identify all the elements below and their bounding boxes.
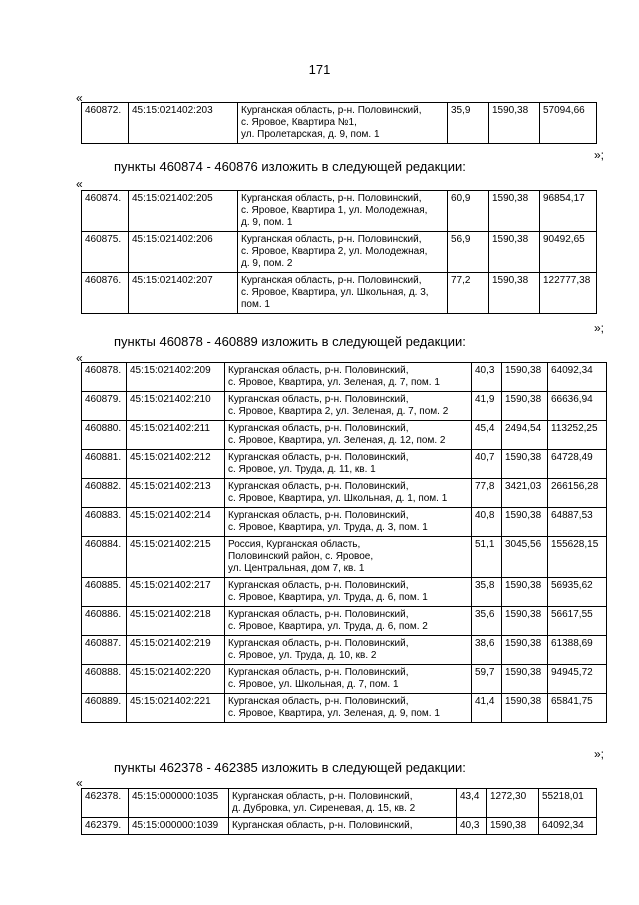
address-cell: Курганская область, р-н. Половинский, с. Яровое, Квартира №1, ул. Пролетарская, д. 9, пом. 1 [238, 103, 448, 144]
total-value-cell: 61388,69 [548, 636, 607, 665]
area-cell: 51,1 [472, 537, 502, 578]
total-value-cell: 57094,66 [540, 103, 597, 144]
total-value-cell: 64092,34 [539, 818, 597, 835]
address-cell: Курганская область, р-н. Половинский, с. Яровое, Квартира, ул. Труда, д. 6, пом. 2 [225, 607, 472, 636]
area-cell: 40,7 [472, 450, 502, 479]
section-table-3 [81, 788, 597, 835]
row-number-cell: 460888. [82, 665, 127, 694]
rate-cell: 1590,38 [502, 636, 548, 665]
table-row [82, 789, 597, 818]
area-cell: 77,8 [472, 479, 502, 508]
total-value-cell: 113252,25 [548, 421, 607, 450]
cadastral-number-cell: 45:15:021402:218 [127, 607, 225, 636]
rate-cell: 1590,38 [502, 665, 548, 694]
cadastral-number-cell: 45:15:021402:203 [129, 103, 238, 144]
table-row [82, 479, 607, 508]
table-row [82, 665, 607, 694]
row-number-cell: 460886. [82, 607, 127, 636]
quote-close: »; [594, 321, 605, 335]
row-number-cell: 460881. [82, 450, 127, 479]
table-row [82, 450, 607, 479]
area-cell: 35,8 [472, 578, 502, 607]
cadastral-number-cell: 45:15:021402:221 [127, 694, 225, 723]
area-cell: 45,4 [472, 421, 502, 450]
cadastral-number-cell: 45:15:021402:209 [127, 363, 225, 392]
address-cell: Курганская область, р-н. Половинский, с. Яровое, Квартира, ул. Зеленая, д. 12, пом. 2 [225, 421, 472, 450]
area-cell: 40,8 [472, 508, 502, 537]
row-number-cell: 460878. [82, 363, 127, 392]
address-cell: Курганская область, р-н. Половинский, с. Яровое, Квартира, ул. Школьная, д. 1, пом. 1 [225, 479, 472, 508]
total-value-cell: 96854,17 [540, 191, 597, 232]
quote-open: « [76, 351, 83, 365]
row-number-cell: 460875. [82, 232, 129, 273]
table-row [82, 273, 597, 314]
quote-open: « [76, 177, 83, 191]
row-number-cell: 460874. [82, 191, 129, 232]
cadastral-number-cell: 45:15:021402:205 [129, 191, 238, 232]
rate-cell: 1590,38 [502, 392, 548, 421]
address-cell: Курганская область, р-н. Половинский, с. Яровое, Квартира, ул. Труда, д. 3, пом. 1 [225, 508, 472, 537]
cadastral-number-cell: 45:15:021402:215 [127, 537, 225, 578]
cadastral-number-cell: 45:15:021402:211 [127, 421, 225, 450]
row-number-cell: 460885. [82, 578, 127, 607]
section-table-0 [81, 102, 597, 144]
total-value-cell: 266156,28 [548, 479, 607, 508]
area-cell: 60,9 [448, 191, 489, 232]
total-value-cell: 64092,34 [548, 363, 607, 392]
address-cell: Курганская область, р-н. Половинский, с. Яровое, Квартира, ул. Зеленая, д. 9, пом. 1 [225, 694, 472, 723]
cadastral-number-cell: 45:15:021402:213 [127, 479, 225, 508]
row-number-cell: 460880. [82, 421, 127, 450]
table-row [82, 636, 607, 665]
address-cell: Россия, Курганская область, Половинский район, с. Яровое, ул. Центральная, дом 7, кв. 1 [225, 537, 472, 578]
cadastral-number-cell: 45:15:021402:217 [127, 578, 225, 607]
total-value-cell: 55218,01 [539, 789, 597, 818]
total-value-cell: 90492,65 [540, 232, 597, 273]
table-row [82, 191, 597, 232]
area-cell: 40,3 [457, 818, 487, 835]
rate-cell: 1590,38 [489, 103, 540, 144]
total-value-cell: 66636,94 [548, 392, 607, 421]
rate-cell: 1590,38 [487, 818, 539, 835]
table-row [82, 508, 607, 537]
rate-cell: 1590,38 [502, 450, 548, 479]
table-row [82, 578, 607, 607]
address-cell: Курганская область, р-н. Половинский, с. Яровое, Квартира 2, ул. Молодежная, д. 9, пом. 2 [238, 232, 448, 273]
table-row [82, 537, 607, 578]
row-number-cell: 460889. [82, 694, 127, 723]
table-row [82, 421, 607, 450]
area-cell: 77,2 [448, 273, 489, 314]
row-number-cell: 462378. [82, 789, 129, 818]
area-cell: 35,6 [472, 607, 502, 636]
section-table-1 [81, 190, 597, 314]
area-cell: 41,4 [472, 694, 502, 723]
rate-cell: 1590,38 [502, 694, 548, 723]
rate-cell: 1590,38 [489, 191, 540, 232]
cadastral-number-cell: 45:15:021402:220 [127, 665, 225, 694]
cadastral-number-cell: 45:15:000000:1035 [129, 789, 229, 818]
cadastral-number-cell: 45:15:021402:210 [127, 392, 225, 421]
row-number-cell: 460872. [82, 103, 129, 144]
area-cell: 41,9 [472, 392, 502, 421]
cadastral-number-cell: 45:15:021402:206 [129, 232, 238, 273]
table-row [82, 232, 597, 273]
rate-cell: 3421,03 [502, 479, 548, 508]
area-cell: 38,6 [472, 636, 502, 665]
quote-open: « [76, 91, 83, 105]
section-table-2 [81, 362, 607, 723]
rate-cell: 1590,38 [489, 273, 540, 314]
section-instruction: пункты 462378 - 462385 изложить в следующей редакции: [114, 760, 466, 775]
total-value-cell: 56935,62 [548, 578, 607, 607]
address-cell: Курганская область, р-н. Половинский, с. Яровое, Квартира, ул. Зеленая, д. 7, пом. 1 [225, 363, 472, 392]
table-row [82, 103, 597, 144]
rate-cell: 3045,56 [502, 537, 548, 578]
address-cell: Курганская область, р-н. Половинский, с. Яровое, ул. Труда, д. 11, кв. 1 [225, 450, 472, 479]
total-value-cell: 64728,49 [548, 450, 607, 479]
cadastral-number-cell: 45:15:021402:219 [127, 636, 225, 665]
address-cell: Курганская область, р-н. Половинский, с. Яровое, Квартира 2, ул. Зеленая, д. 7, пом. 2 [225, 392, 472, 421]
page-number: 171 [308, 62, 331, 77]
section-instruction: пункты 460874 - 460876 изложить в следующей редакции: [114, 159, 466, 174]
rate-cell: 1590,38 [502, 578, 548, 607]
area-cell: 40,3 [472, 363, 502, 392]
row-number-cell: 460879. [82, 392, 127, 421]
total-value-cell: 56617,55 [548, 607, 607, 636]
cadastral-number-cell: 45:15:021402:207 [129, 273, 238, 314]
quote-close: »; [594, 747, 605, 761]
table-row [82, 392, 607, 421]
rate-cell: 1272,30 [487, 789, 539, 818]
table-row [82, 363, 607, 392]
cadastral-number-cell: 45:15:021402:212 [127, 450, 225, 479]
address-cell: Курганская область, р-н. Половинский, с. Яровое, ул. Школьная, д. 7, пом. 1 [225, 665, 472, 694]
row-number-cell: 460882. [82, 479, 127, 508]
rate-cell: 2494,54 [502, 421, 548, 450]
total-value-cell: 64887,53 [548, 508, 607, 537]
section-instruction: пункты 460878 - 460889 изложить в следующей редакции: [114, 334, 466, 349]
address-cell: Курганская область, р-н. Половинский, с. Яровое, Квартира, ул. Труда, д. 6, пом. 1 [225, 578, 472, 607]
table-row [82, 694, 607, 723]
rate-cell: 1590,38 [489, 232, 540, 273]
total-value-cell: 65841,75 [548, 694, 607, 723]
row-number-cell: 460887. [82, 636, 127, 665]
total-value-cell: 94945,72 [548, 665, 607, 694]
rate-cell: 1590,38 [502, 508, 548, 537]
total-value-cell: 122777,38 [540, 273, 597, 314]
row-number-cell: 460884. [82, 537, 127, 578]
row-number-cell: 460883. [82, 508, 127, 537]
address-cell: Курганская область, р-н. Половинский, с. Яровое, Квартира, ул. Школьная, д. 3, пом. 1 [238, 273, 448, 314]
rate-cell: 1590,38 [502, 363, 548, 392]
table-row [82, 818, 597, 835]
address-cell: Курганская область, р-н. Половинский, с. Яровое, ул. Труда, д. 10, кв. 2 [225, 636, 472, 665]
quote-open: « [76, 776, 83, 790]
address-cell: Курганская область, р-н. Половинский, с. Яровое, Квартира 1, ул. Молодежная, д. 9, пом. 1 [238, 191, 448, 232]
row-number-cell: 460876. [82, 273, 129, 314]
cadastral-number-cell: 45:15:021402:214 [127, 508, 225, 537]
address-cell: Курганская область, р-н. Половинский, [229, 818, 457, 835]
total-value-cell: 155628,15 [548, 537, 607, 578]
row-number-cell: 462379. [82, 818, 129, 835]
area-cell: 35,9 [448, 103, 489, 144]
cadastral-number-cell: 45:15:000000:1039 [129, 818, 229, 835]
address-cell: Курганская область, р-н. Половинский, д. Дубровка, ул. Сиреневая, д. 15, кв. 2 [229, 789, 457, 818]
area-cell: 43,4 [457, 789, 487, 818]
table-row [82, 607, 607, 636]
rate-cell: 1590,38 [502, 607, 548, 636]
area-cell: 56,9 [448, 232, 489, 273]
area-cell: 59,7 [472, 665, 502, 694]
quote-close: »; [594, 148, 605, 162]
